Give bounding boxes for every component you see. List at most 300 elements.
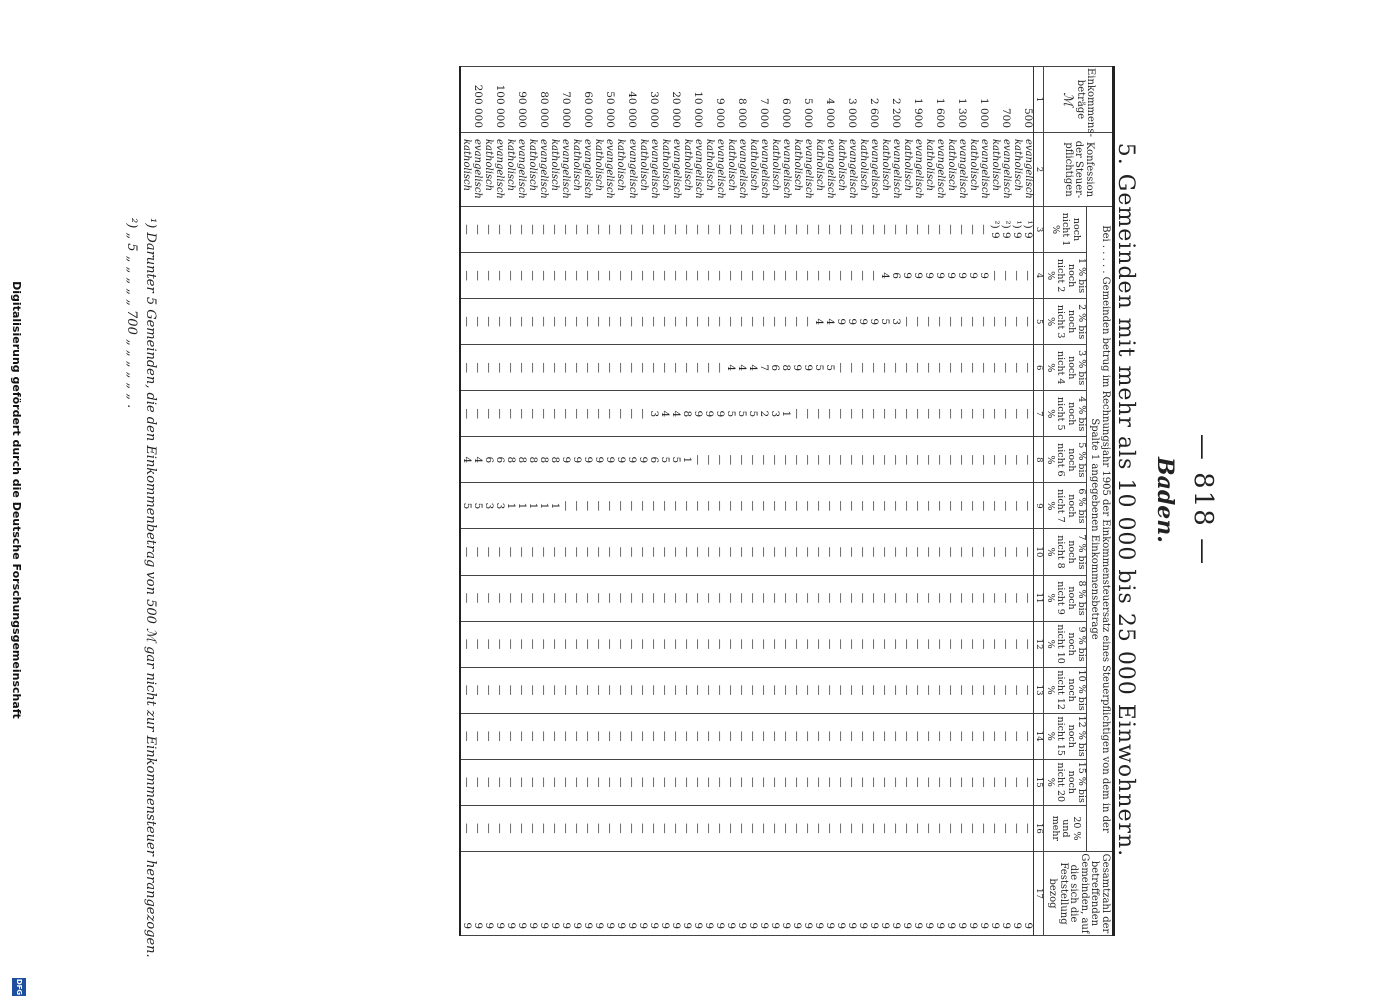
rate-count-cell: — [912,483,923,529]
confession-cell: evangelisch [1022,133,1034,207]
rate-count-cell: — [593,207,604,253]
rate-count-cell: — [648,667,659,713]
rate-count-cell: — [802,207,813,253]
rate-count-cell: — [516,345,527,391]
rate-count-cell: — [593,253,604,299]
rate-count-cell: — [505,759,516,805]
rate-count-cell: — [604,391,615,437]
total-cell: 9 [934,852,945,936]
income-amount-cell [967,67,978,133]
rate-count-cell: — [659,805,670,851]
income-amount-cell: 200 000 [472,67,483,133]
rate-count-cell: — [923,207,934,253]
rate-count-cell: — [769,299,780,345]
rate-count-cell: — [769,483,780,529]
rate-count-cell: — [912,759,923,805]
rate-count-cell: — [538,759,549,805]
rate-count-cell: 4 [813,299,824,345]
rate-count-cell: — [802,759,813,805]
rate-count-cell: 7 [758,345,769,391]
rate-count-cell: — [967,759,978,805]
total-cell: 9 [912,852,923,936]
rate-count-cell: — [802,713,813,759]
rate-count-cell: — [824,391,835,437]
rate-count-cell: — [813,253,824,299]
rate-count-cell: — [824,759,835,805]
rate-count-cell: — [714,437,725,483]
rate-count-cell: — [912,805,923,851]
rate-count-cell: — [725,713,736,759]
rate-count-cell: — [857,391,868,437]
rate-count-cell: — [516,805,527,851]
rate-count-cell: — [659,667,670,713]
rate-count-cell: — [901,391,912,437]
table-row [549,67,560,936]
rate-count-cell: — [626,667,637,713]
rate-count-cell: — [879,437,890,483]
rate-count-cell: — [967,207,978,253]
rate-count-cell: — [626,759,637,805]
rate-count-cell: — [725,437,736,483]
rate-count-cell: — [868,713,879,759]
confession-cell: evangelisch [560,133,571,207]
rate-count-cell: — [582,253,593,299]
confession-cell: katholisch [747,133,758,207]
rate-count-cell: — [670,575,681,621]
rate-count-cell: — [703,437,714,483]
rate-count-cell: — [483,621,494,667]
rate-count-cell: — [582,299,593,345]
income-amount-cell: 3 000 [846,67,857,133]
rate-count-cell: — [912,345,923,391]
rate-count-cell: — [538,299,549,345]
confession-cell: katholisch [483,133,494,207]
rate-count-cell: — [472,759,483,805]
income-amount-cell: 100 000 [494,67,505,133]
rate-count-cell: — [791,621,802,667]
rate-count-cell: — [868,805,879,851]
income-amount-cell: 9 000 [714,67,725,133]
income-amount-cell [879,67,890,133]
rate-count-cell: — [483,391,494,437]
total-cell: 9 [637,852,648,936]
rate-count-cell: — [736,529,747,575]
income-amount-cell [615,67,626,133]
income-amount-cell [659,67,670,133]
rate-count-cell: — [637,345,648,391]
rate-count-cell: — [813,621,824,667]
rate-count-cell: — [857,253,868,299]
rate-count-cell: — [516,713,527,759]
rate-count-cell: — [703,759,714,805]
rate-count-cell: — [681,253,692,299]
rate-count-cell: — [901,207,912,253]
rate-count-cell: — [582,207,593,253]
table-row [890,67,901,936]
total-cell: 9 [989,852,1000,936]
total-cell: 9 [835,852,846,936]
rate-count-cell: 8 [780,345,791,391]
state-title: Baden. [1152,457,1178,543]
rate-count-cell: — [791,759,802,805]
rate-count-cell: — [670,621,681,667]
rate-count-cell: — [912,575,923,621]
total-cell: 9 [857,852,868,936]
rate-count-cell: — [637,759,648,805]
rate-count-cell: — [901,621,912,667]
rate-count-cell: — [780,299,791,345]
rate-count-cell: — [736,759,747,805]
rate-count-cell: — [923,667,934,713]
rate-count-cell: — [736,713,747,759]
rate-count-cell: — [857,529,868,575]
rate-count-cell: — [483,253,494,299]
rate-count-cell: — [593,345,604,391]
table-row [901,67,912,936]
rate-count-cell: — [736,621,747,667]
rate-count-cell: — [901,299,912,345]
rate-count-cell: — [978,345,989,391]
rate-count-cell: — [923,713,934,759]
rate-count-cell: — [494,253,505,299]
rate-count-cell: — [769,805,780,851]
statistics-table [459,66,1115,936]
rate-count-cell: — [769,253,780,299]
rate-count-cell: — [615,345,626,391]
rate-count-cell: — [846,437,857,483]
table-row [791,67,802,936]
rate-count-cell: — [571,575,582,621]
rate-count-cell: — [923,621,934,667]
confession-cell: katholisch [1011,133,1022,207]
rate-count-cell: — [593,483,604,529]
rate-count-cell: — [460,529,472,575]
rate-count-cell: — [901,575,912,621]
column-number: 2 [1034,133,1044,207]
rate-count-cell: 1 [527,483,538,529]
rate-count-cell: — [956,299,967,345]
rate-count-cell: — [703,575,714,621]
rate-count-cell: — [615,207,626,253]
total-cell: 9 [725,852,736,936]
rate-count-cell: — [505,621,516,667]
rate-band-header: 1 % bis noch nicht 2 % [1044,253,1087,299]
rate-count-cell: — [681,667,692,713]
rate-count-cell: 5 [824,345,835,391]
rate-count-cell: — [725,621,736,667]
rate-count-cell: — [923,529,934,575]
rate-count-cell: — [659,483,670,529]
rate-count-cell: — [626,529,637,575]
digitization-credit: Digitalisierung gefördert durch die Deutsche Forschungsgemeinschaft [10,281,23,719]
rate-count-cell: — [648,805,659,851]
rate-count-cell: — [703,345,714,391]
rate-count-cell: — [615,253,626,299]
rate-count-cell: — [516,759,527,805]
rate-count-cell: — [813,759,824,805]
rate-count-cell: — [659,529,670,575]
rate-count-cell: — [681,621,692,667]
rate-count-cell: — [846,483,857,529]
rate-count-cell: — [967,299,978,345]
rate-count-cell: — [637,299,648,345]
rate-count-cell: — [604,713,615,759]
confession-cell: evangelisch [670,133,681,207]
rate-count-cell: — [879,529,890,575]
rate-count-cell: — [460,805,472,851]
rate-count-cell: — [835,253,846,299]
rate-count-cell: — [582,621,593,667]
rate-count-cell: — [637,621,648,667]
rate-count-cell: 9 [912,253,923,299]
confession-cell: evangelisch [604,133,615,207]
rate-count-cell: — [923,391,934,437]
rate-count-cell: — [780,805,791,851]
rate-count-cell: — [890,575,901,621]
rate-count-cell: — [703,207,714,253]
rate-count-cell: — [824,253,835,299]
income-amount-cell: 70 000 [560,67,571,133]
table-row [538,67,549,936]
rate-count-cell: — [626,713,637,759]
rate-count-cell: — [626,299,637,345]
rate-count-cell: — [747,759,758,805]
rate-count-cell: — [527,759,538,805]
rate-count-cell: 3 [769,391,780,437]
rate-count-cell: 4 [736,345,747,391]
rate-count-cell: — [659,253,670,299]
rate-count-cell: 9 [637,437,648,483]
total-cell: 9 [571,852,582,936]
rate-count-cell: — [1011,299,1022,345]
total-cell: 9 [494,852,505,936]
rate-count-cell: — [637,575,648,621]
rate-count-cell: — [472,391,483,437]
table-row [956,67,967,936]
rate-count-cell: — [516,575,527,621]
rate-count-cell: — [1011,805,1022,851]
income-amount-cell: 1 000 [978,67,989,133]
rate-count-cell: 5 [813,345,824,391]
rate-count-cell: — [956,713,967,759]
confession-cell: katholisch [527,133,538,207]
rate-band-header: 3 % bis noch nicht 4 % [1044,345,1087,391]
rate-count-cell: 5 [460,483,472,529]
rate-count-cell: — [780,437,791,483]
rate-count-cell: — [769,207,780,253]
total-cell: 9 [890,852,901,936]
rate-count-cell: — [549,253,560,299]
rate-count-cell: — [725,667,736,713]
rate-count-cell: — [648,759,659,805]
rate-count-cell: — [912,391,923,437]
rate-count-cell: 9 [593,437,604,483]
rate-count-cell: 9 [978,253,989,299]
rate-count-cell: — [978,207,989,253]
rate-count-cell: — [714,667,725,713]
rate-count-cell: — [604,529,615,575]
rate-count-cell: — [1022,345,1034,391]
rate-count-cell: — [472,713,483,759]
total-cell: 9 [978,852,989,936]
rate-count-cell: — [483,759,494,805]
rate-count-cell: — [890,345,901,391]
rate-count-cell: — [571,805,582,851]
rate-count-cell: — [626,575,637,621]
confession-cell: evangelisch [472,133,483,207]
rate-count-cell: — [824,713,835,759]
total-cell: 9 [460,852,472,936]
total-cell: 9 [604,852,615,936]
rate-count-cell: — [494,575,505,621]
total-cell: 9 [1000,852,1011,936]
rate-count-cell: 3 [483,483,494,529]
rate-count-cell: — [472,667,483,713]
rate-count-cell: — [494,621,505,667]
rate-count-cell: 9 [923,253,934,299]
rate-count-cell: — [560,253,571,299]
rate-count-cell: — [460,713,472,759]
total-cell: 9 [483,852,494,936]
rate-count-cell: — [846,391,857,437]
rate-count-cell: — [758,483,769,529]
table-row [1011,67,1022,936]
rate-count-cell: — [835,805,846,851]
rate-count-cell: — [956,483,967,529]
rate-count-cell: — [670,713,681,759]
table-row [516,67,527,936]
rate-count-cell: — [978,391,989,437]
table-body [460,67,1034,936]
rate-count-cell: 9 [560,437,571,483]
income-amount-cell: 30 000 [648,67,659,133]
rate-count-cell: — [670,667,681,713]
rate-count-cell: — [549,759,560,805]
rate-count-cell: — [1022,805,1034,851]
rate-count-cell: — [692,207,703,253]
rate-count-cell: — [626,345,637,391]
rate-count-cell: 9 [571,437,582,483]
income-amount-cell: 20 000 [670,67,681,133]
rate-count-cell: — [846,621,857,667]
rate-count-cell: — [934,345,945,391]
table-row [923,67,934,936]
table-row [626,67,637,936]
rate-count-cell: — [824,805,835,851]
confession-cell: katholisch [923,133,934,207]
column-number: 3 [1034,207,1044,253]
rate-count-cell: — [758,621,769,667]
confession-cell: evangelisch [912,133,923,207]
rate-count-cell: — [989,345,1000,391]
rate-count-cell: — [571,713,582,759]
rate-count-cell: — [758,437,769,483]
rate-count-cell: — [956,391,967,437]
total-cell: 9 [703,852,714,936]
rate-count-cell: — [681,345,692,391]
rate-count-cell: — [659,713,670,759]
rate-count-cell: — [846,207,857,253]
rate-count-cell: — [956,575,967,621]
rate-count-cell: — [604,759,615,805]
rate-count-cell: — [813,529,824,575]
rate-count-cell: — [714,253,725,299]
rate-count-cell: — [582,575,593,621]
income-amount-cell [725,67,736,133]
rate-count-cell: — [780,575,791,621]
rate-count-cell: 9 [857,299,868,345]
confession-cell: katholisch [901,133,912,207]
rate-count-cell: — [956,345,967,391]
confession-cell: katholisch [571,133,582,207]
rate-count-cell: — [560,805,571,851]
rate-count-cell: — [714,713,725,759]
income-amount-cell [857,67,868,133]
rate-band-header: 6 % bis noch nicht 7 % [1044,483,1087,529]
rate-count-cell: — [791,805,802,851]
rate-count-cell: — [670,529,681,575]
rate-count-cell: — [527,713,538,759]
total-cell: 9 [747,852,758,936]
rate-count-cell: — [637,667,648,713]
rate-count-cell: — [934,391,945,437]
table-row [582,67,593,936]
rate-count-cell: — [758,299,769,345]
confession-cell: evangelisch [934,133,945,207]
rate-count-cell: — [1000,805,1011,851]
income-amount-cell: 2 200 [890,67,901,133]
total-cell: 9 [780,852,791,936]
table-row [725,67,736,936]
rate-count-cell: — [945,759,956,805]
rate-count-cell: — [1011,621,1022,667]
rate-count-cell: — [945,207,956,253]
rate-count-cell: 9 [692,391,703,437]
rate-count-cell: — [747,667,758,713]
rate-count-cell: — [615,713,626,759]
rate-count-cell: — [714,207,725,253]
rate-count-cell: — [505,805,516,851]
rate-count-cell: — [835,483,846,529]
rate-count-cell: — [923,483,934,529]
rate-count-cell: — [868,667,879,713]
rate-count-cell: — [637,483,648,529]
confession-cell: evangelisch [824,133,835,207]
rate-count-cell: — [604,483,615,529]
rate-count-cell: — [637,529,648,575]
rate-count-cell: — [934,299,945,345]
confession-cell: evangelisch [626,133,637,207]
rate-count-cell: — [1000,391,1011,437]
rate-count-cell: — [791,575,802,621]
rate-count-cell: — [692,529,703,575]
rate-count-cell: — [989,391,1000,437]
rate-count-cell: — [516,207,527,253]
rate-count-cell: — [736,667,747,713]
rate-count-cell: — [868,575,879,621]
rate-count-cell: — [615,483,626,529]
rate-count-cell: 1 [538,483,549,529]
rate-count-cell: — [1011,345,1022,391]
rate-count-cell: — [571,299,582,345]
table-row [615,67,626,936]
rate-count-cell: — [626,253,637,299]
total-cell: 9 [582,852,593,936]
total-cell: 9 [802,852,813,936]
confession-cell: katholisch [989,133,1000,207]
amount-unit: ℳ [1060,92,1076,107]
rate-count-cell: — [747,437,758,483]
